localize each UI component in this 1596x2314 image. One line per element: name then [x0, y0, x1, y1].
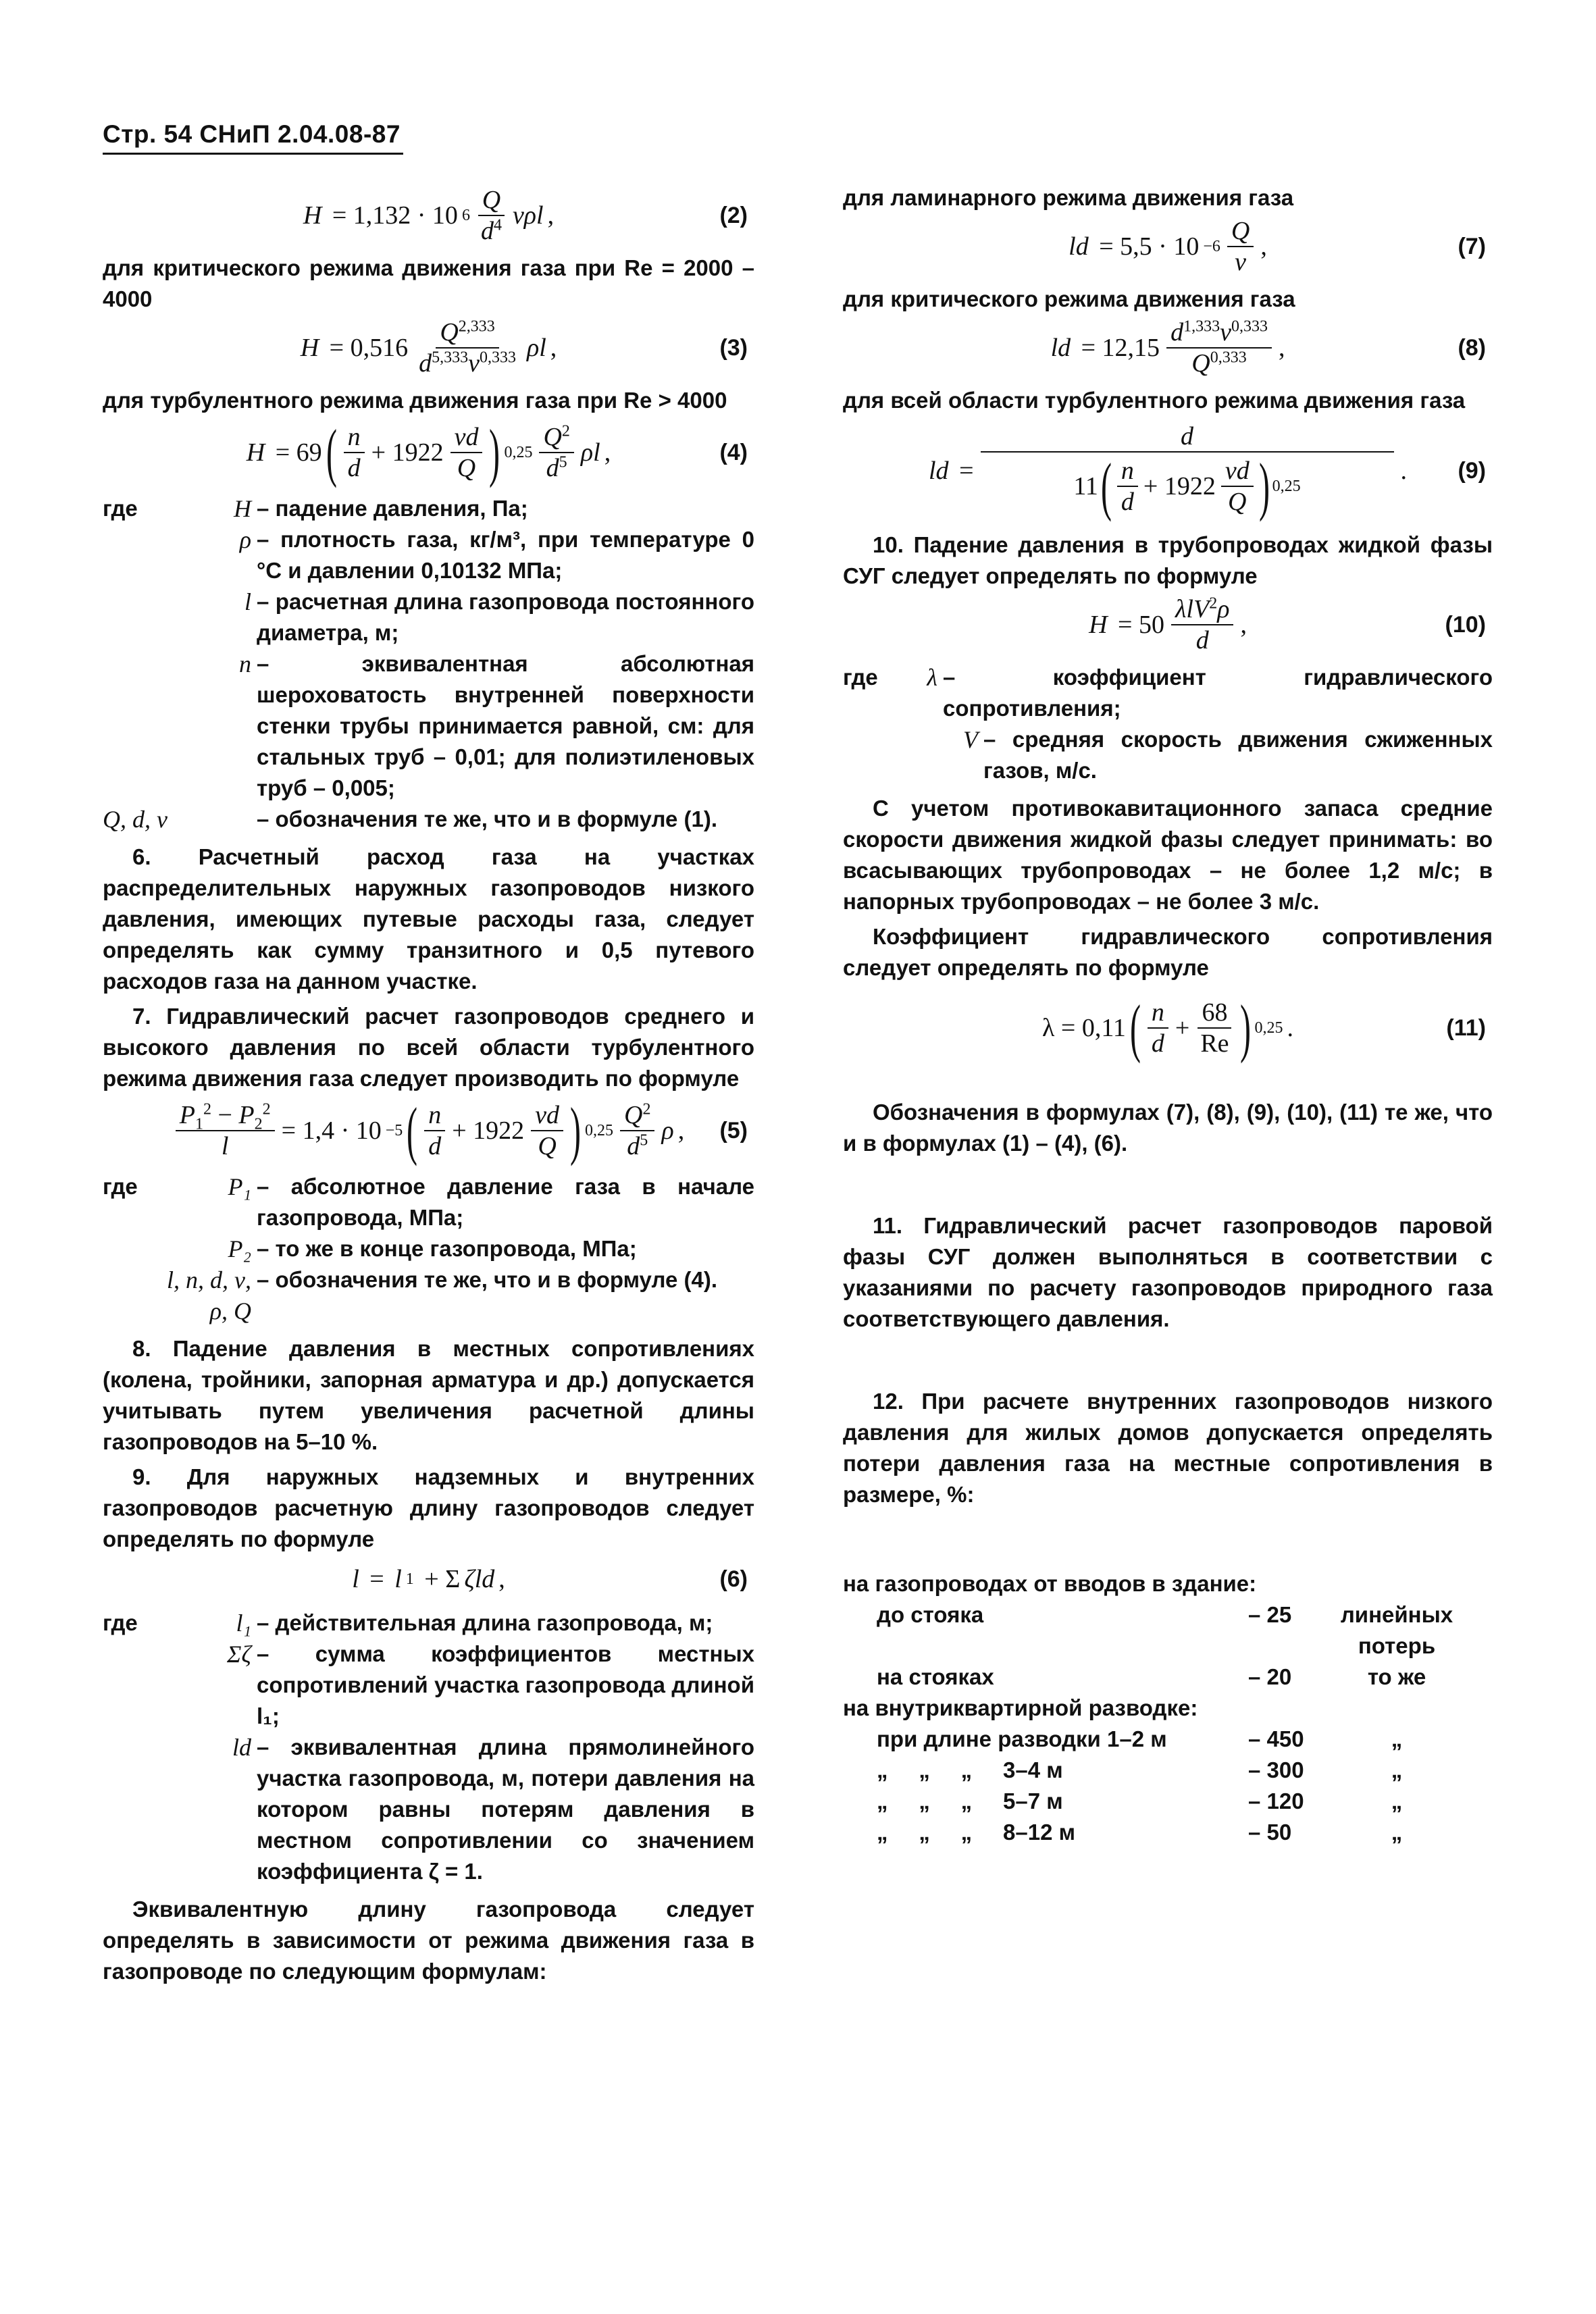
paragraph-critical-right: для критического режима движения газа: [843, 286, 1295, 311]
losses-heading: [843, 1693, 1493, 1724]
losses-row: [843, 1662, 1493, 1693]
formula-4: [103, 416, 754, 488]
left-column: [103, 182, 754, 1991]
definition-row: [103, 493, 754, 524]
definition-row: [843, 662, 1493, 724]
definition-symbol: V: [963, 726, 978, 753]
definition-symbol: l₁: [236, 1610, 251, 1637]
where-label: где: [103, 496, 138, 521]
definition-row: [103, 804, 754, 835]
formula-11-body: λ = 0,11 ( $\frac{n}{d}$ + $\frac{68}{Re}$ ) 0,25 .: [1041, 992, 1294, 1064]
definition-text: – плотность газа, кг/м³, при температуре 0 °С и давлении 0,10132 МПа;: [257, 527, 754, 583]
paragraph-notation: Обозначения в формулах (7), (8), (9), (10), (11) те же, что и в формулах (1) – (4), (6).: [843, 1100, 1493, 1156]
losses-row-label: до стояка: [877, 1602, 984, 1627]
formula-3-number: (3): [719, 335, 748, 361]
definition-row: [103, 1639, 754, 1732]
definition-symbol: λ: [927, 664, 937, 691]
losses-row-label: на стояках: [877, 1664, 994, 1689]
definition-symbol: P₁: [228, 1173, 251, 1200]
definitions-2: [103, 1171, 754, 1327]
formula-6-number: (6): [719, 1566, 748, 1592]
losses-row-value: – 120: [1248, 1789, 1304, 1814]
definition-text: – сумма коэффициентов местных сопротивлений участка газопровода длиной l₁;: [257, 1641, 754, 1728]
losses-row: [843, 1755, 1493, 1786]
page-header: Стр. 54 СНиП 2.04.08-87: [103, 120, 403, 155]
definition-row: [103, 1264, 754, 1327]
formula-10-number: (10): [1445, 612, 1486, 638]
definition-text: – эквивалентная абсолютная шероховатость внутренней поверхности стенки трубы принимается равной, см: для стальных труб – 0,01; для полиэтиленовых труб – 0,005;: [257, 651, 754, 800]
local-losses-table: [843, 1568, 1493, 1848]
losses-row-value: – 450: [1248, 1726, 1304, 1751]
losses-row: [843, 1817, 1493, 1848]
paragraph-8: 8. Падение давления в местных сопротивлениях (колена, тройники, запорная арматура и др.) допускается учитывать путем увеличения расчетной длины газопроводов на 5–10 %.: [103, 1336, 754, 1454]
where-label: где: [103, 1174, 138, 1199]
losses-row-unit: „: [1391, 1757, 1403, 1782]
formula-11-number: (11): [1446, 1015, 1486, 1041]
definition-row: [103, 524, 754, 586]
losses-row-value: – 20: [1248, 1664, 1292, 1689]
losses-row-label: „ „ „ 3–4 м: [877, 1757, 1063, 1782]
definition-text: – действительная длина газопровода, м;: [257, 1610, 713, 1635]
losses-row-label: „ „ „ 8–12 м: [877, 1820, 1076, 1845]
formula-7-body: ld = 5,5 · 10 −6 $\frac{Q}{\nu}$ ,: [1069, 217, 1267, 276]
formula-6-body: l = l 1 + Σ ζld ,: [352, 1565, 505, 1593]
definitions-3: [103, 1608, 754, 1887]
paragraph-equivalent-length: Эквивалентную длину газопровода следует определять в зависимости от режима движения газа в газопроводе по следующим формулам:: [103, 1897, 754, 1984]
losses-row-unit: „: [1391, 1820, 1403, 1845]
formula-2-body: H = 1,132 · 10 6 $\frac{Q}{d^4}$ νρl ,: [303, 186, 555, 245]
definition-symbol: H: [234, 495, 251, 522]
formula-3-body: H = 0,516 $\frac{Q^{2,333}}{d^{5,333}\nu^{0,333}}$ ρl ,: [300, 317, 557, 378]
definitions-1: [103, 493, 754, 835]
paragraph-coefficient: Коэффициент гидравлического сопротивления следует определять по формуле: [843, 924, 1493, 980]
definition-row: [103, 1171, 754, 1233]
right-column: [843, 182, 1493, 1848]
paragraph-critical: для критического режима движения газа при Re = 2000 – 4000: [103, 255, 754, 311]
formula-8-body: ld = 12,15 $\frac{d^{1,333}\nu^{0,333}}{Q^{0,333}}$ ,: [1050, 317, 1285, 378]
definition-text: – абсолютное давление газа в начале газопровода, МПа;: [257, 1174, 754, 1230]
losses-row-unit: линейных потерь: [1340, 1602, 1453, 1658]
definition-text: – обозначения те же, что и в формуле (1).: [257, 806, 718, 831]
paragraph-turbulent-all: для всей области турбулентного режима движения газа: [843, 388, 1466, 413]
formula-10-body: H = 50 $\frac{\lambda lV^2\rho}{d}$ ,: [1089, 594, 1247, 654]
definition-row: [103, 586, 754, 648]
definition-symbol: l, n, d, ν, ρ, Q: [167, 1266, 251, 1325]
definition-text: – обозначения те же, что и в формуле (4).: [257, 1267, 718, 1292]
where-label: где: [103, 1610, 138, 1635]
formula-5-body: $\frac{P_1^2 - P_2^2}{l}$ = 1,4 · 10 −5 ( $\frac{n}{d}$ + 1922 $\frac{\nu d}{Q}$ ) 0,25 $\frac{Q^2}{d^5}$ ρ ,: [173, 1098, 684, 1163]
losses-row-value: – 300: [1248, 1757, 1304, 1782]
formula-3: [103, 319, 754, 377]
formula-4-number: (4): [719, 440, 748, 465]
losses-row-unit: то же: [1367, 1664, 1426, 1689]
losses-row: [843, 1724, 1493, 1755]
definition-symbol: ρ: [239, 526, 251, 553]
paragraph-9: 9. Для наружных надземных и внутренних газопроводов расчетную длину газопроводов следует определять по формуле: [103, 1464, 754, 1551]
definition-text: – эквивалентная длина прямолинейного участка газопровода, м, потери давления на котором равны потерям давления в местном сопротивлении со значением коэффициента ζ = 1.: [257, 1734, 754, 1884]
losses-heading: [843, 1568, 1493, 1599]
formula-4-body: H = 69 ( $\frac{n}{d}$ + 1922 $\frac{\nu d}{Q}$ ) 0,25 $\frac{Q^2}{d^5}$ ρl ,: [246, 416, 611, 488]
definition-symbol: Σζ: [227, 1641, 251, 1668]
losses-row-value: – 25: [1248, 1602, 1292, 1627]
paragraph-turbulent: для турбулентного режима движения газа при Re > 4000: [103, 388, 727, 413]
paragraph-cavitation: С учетом противокавитационного запаса средние скорости движения жидкой фазы следует принимать: во всасывающих трубопроводах – не более 1,2 м/с; в напорных трубопроводах – не более 3 м/с.: [843, 796, 1493, 914]
definition-symbol: ld: [232, 1734, 251, 1761]
formula-8-number: (8): [1458, 335, 1486, 361]
formula-5-number: (5): [719, 1118, 748, 1143]
formula-10: [843, 596, 1493, 654]
paragraph-12: 12. При расчете внутренних газопроводов низкого давления для жилых домов допускается определять потери давления газа на местные сопротивления в размере, %:: [843, 1389, 1493, 1507]
losses-heading-apartment: на внутриквартирной разводке:: [843, 1695, 1198, 1720]
definition-text: – коэффициент гидравлического сопротивления;: [943, 665, 1493, 721]
definition-row: [103, 1732, 754, 1887]
definition-text: – то же в конце газопровода, МПа;: [257, 1236, 637, 1261]
definition-text: – средняя скорость движения сжиженных газов, м/с.: [983, 727, 1493, 783]
losses-row-label: при длине разводки 1–2 м: [877, 1726, 1167, 1751]
formula-11: [843, 987, 1493, 1069]
definition-row: [103, 1608, 754, 1639]
definition-row: [103, 648, 754, 804]
definition-row: [843, 724, 1493, 786]
formula-2-number: (2): [719, 203, 748, 228]
where-label: где: [843, 665, 878, 690]
formula-9: [843, 420, 1493, 521]
losses-row-label: „ „ „ 5–7 м: [877, 1789, 1063, 1814]
definition-text: – падение давления, Па;: [257, 496, 528, 521]
definitions-4: [843, 662, 1493, 786]
losses-row-unit: „: [1391, 1789, 1403, 1814]
formula-2: [103, 186, 754, 245]
definition-symbol: P₂: [228, 1235, 251, 1262]
paragraph-6: 6. Расчетный расход газа на участках распределительных наружных газопроводов низкого давления, имеющих путевые расходы газа, следует определять как сумму транзитного и 0,5 путевого расходов газа на данном участке.: [103, 844, 754, 994]
paragraph-laminar: для ламинарного режима движения газа: [843, 185, 1294, 210]
definition-text: – расчетная длина газопровода постоянного диаметра, м;: [257, 589, 754, 645]
formula-8: [843, 319, 1493, 377]
losses-row-value: – 50: [1248, 1820, 1292, 1845]
formula-7: [843, 217, 1493, 276]
formula-9-number: (9): [1458, 458, 1486, 484]
formula-9-body: ld = d 11 ( $\frac{n}{d}$ + 1922 $\frac{\nu d}{Q}$ ) 0,25 .: [929, 422, 1407, 522]
paragraph-10: 10. Падение давления в трубопроводах жидкой фазы СУГ следует определять по формуле: [843, 532, 1493, 588]
losses-heading-inlets: на газопроводах от вводов в здание:: [843, 1571, 1257, 1596]
losses-row: [843, 1786, 1493, 1817]
paragraph-7: 7. Гидравлический расчет газопроводов среднего и высокого давления по всей области турбулентного режима движения газа следует производить по формуле: [103, 1004, 754, 1091]
losses-row-unit: „: [1391, 1726, 1403, 1751]
definition-symbol: n: [239, 650, 251, 677]
formula-6: [103, 1559, 754, 1599]
definition-row: [103, 1233, 754, 1264]
paragraph-11: 11. Гидравлический расчет газопроводов паровой фазы СУГ должен выполняться в соответствии с указаниями по расчету газопроводов природного газа соответствующего давления.: [843, 1213, 1493, 1331]
formula-5: [103, 1094, 754, 1166]
losses-row: [843, 1599, 1493, 1662]
definition-symbol: Q, d, ν: [103, 806, 168, 833]
formula-7-number: (7): [1458, 234, 1486, 259]
definition-symbol: l: [244, 588, 251, 615]
